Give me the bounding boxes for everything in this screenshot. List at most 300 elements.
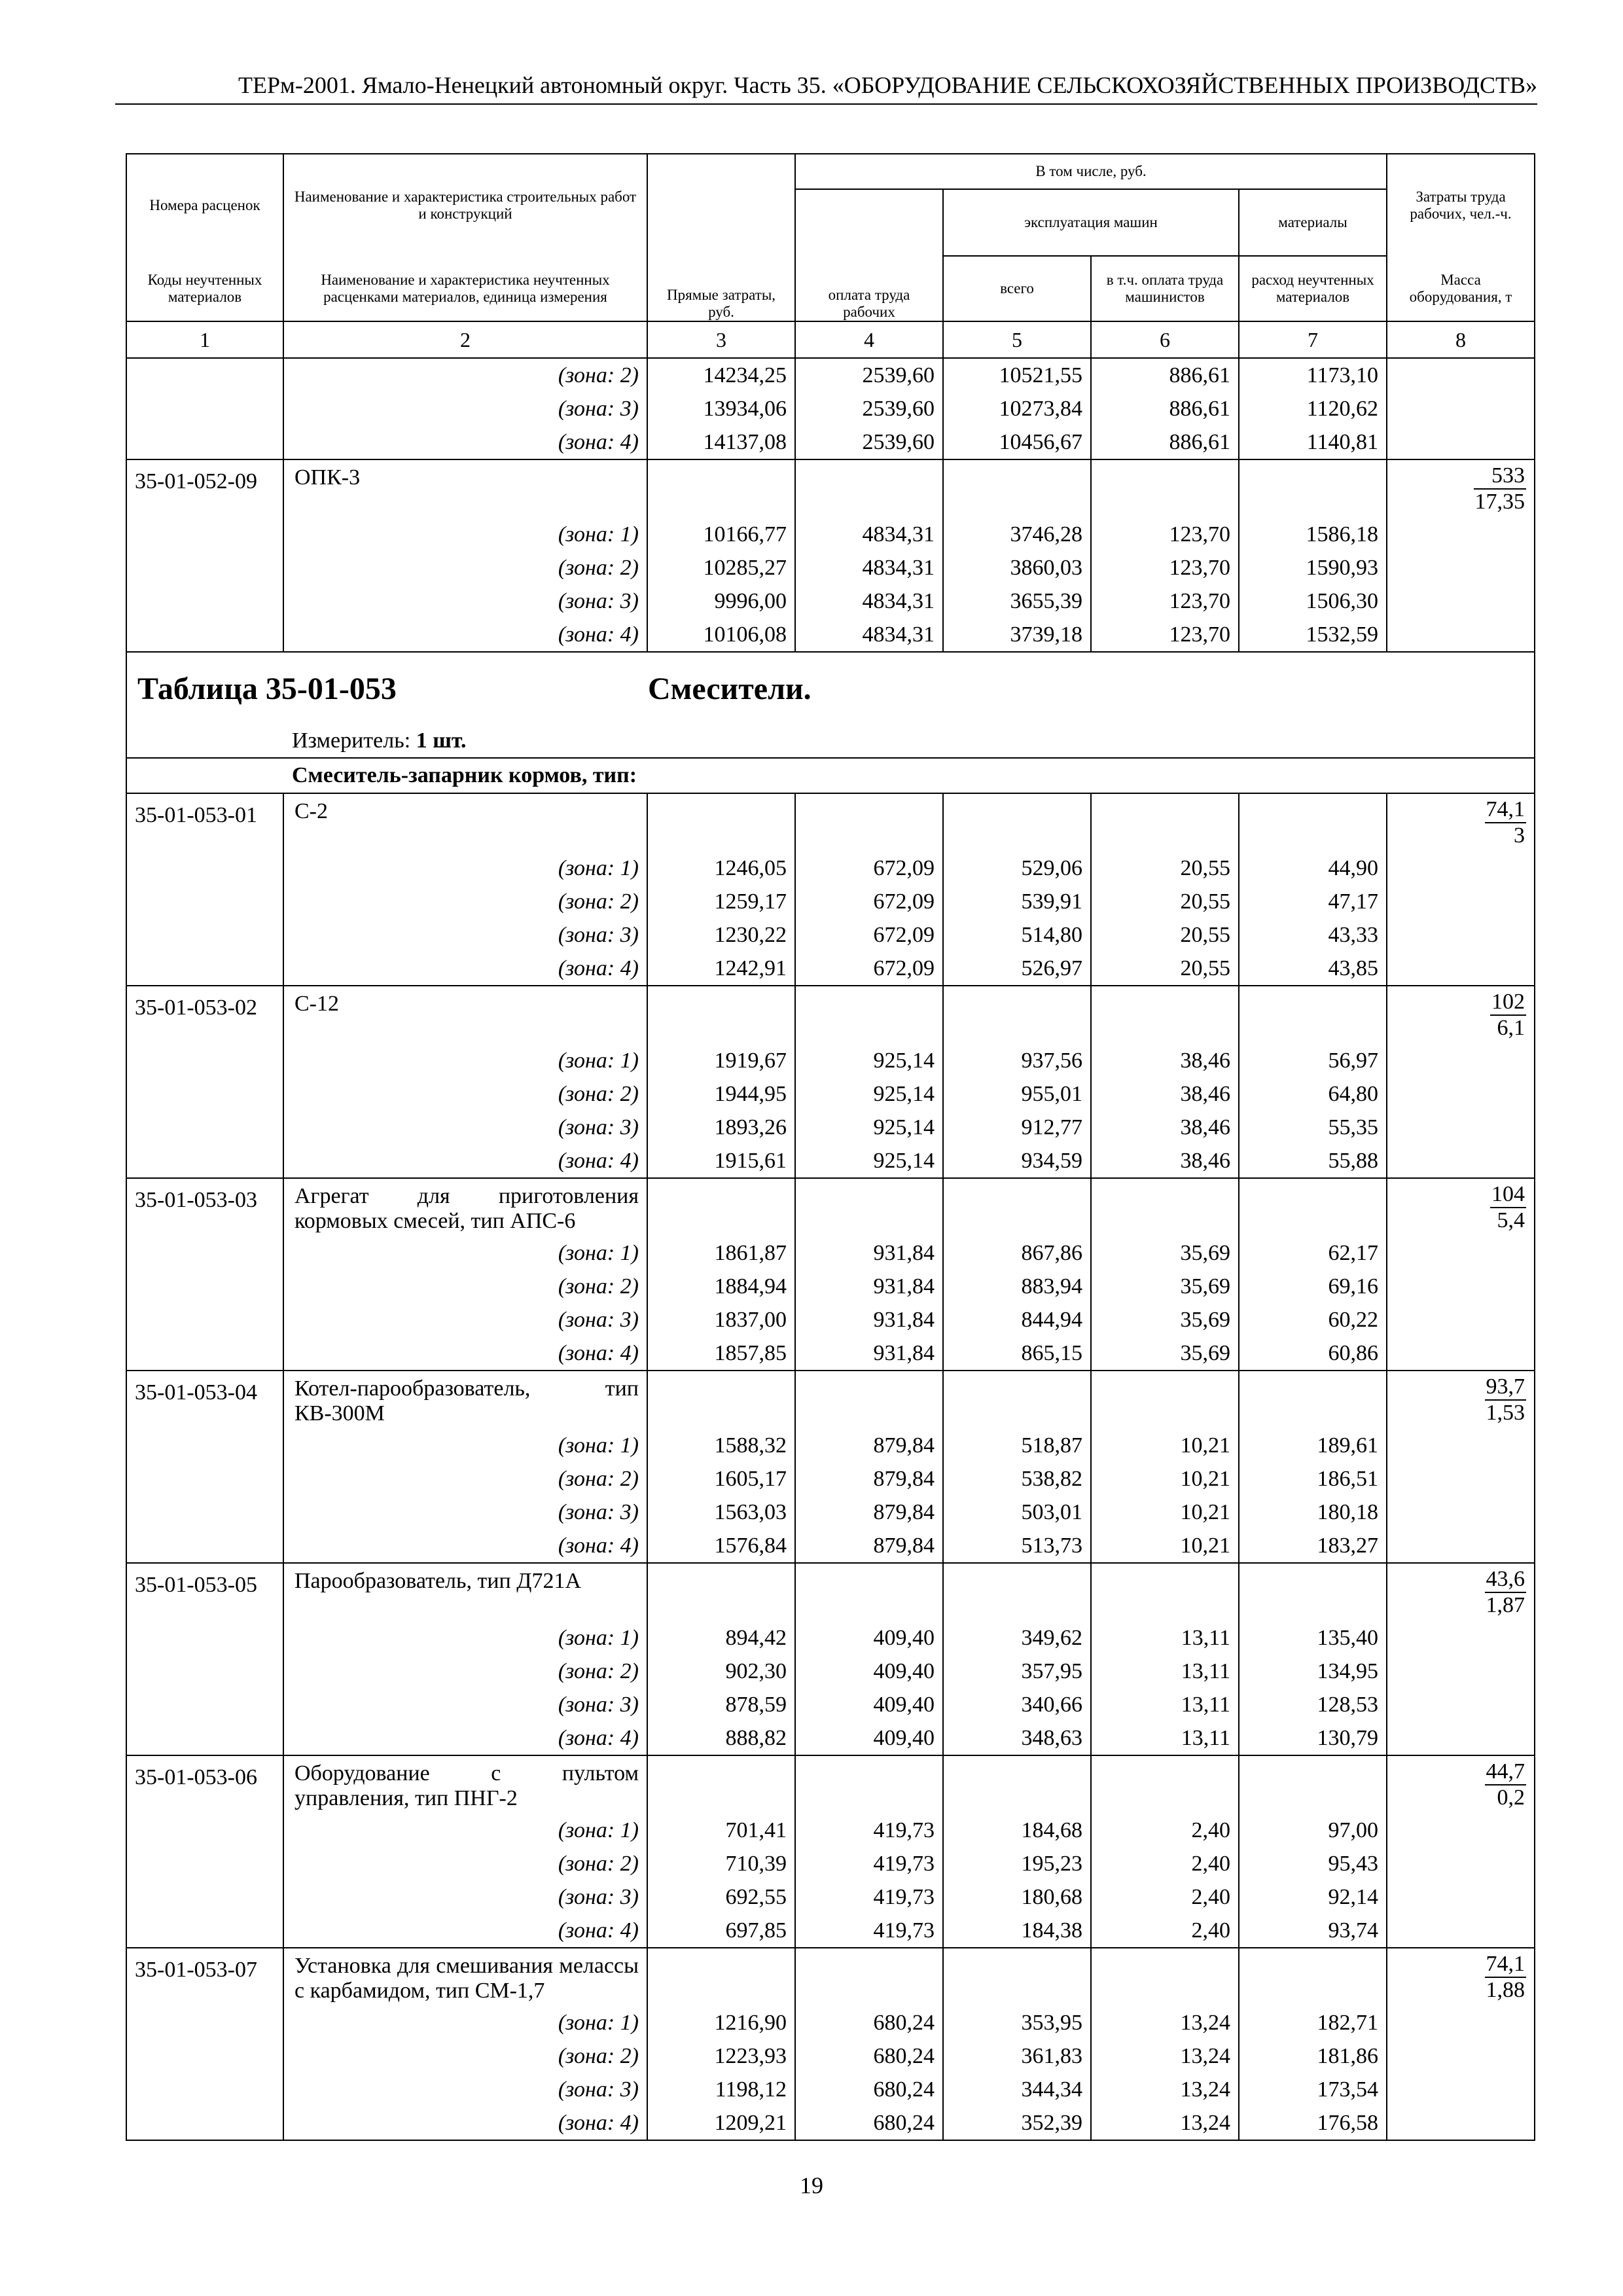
code-cell-empty xyxy=(126,1270,283,1303)
empty-cell xyxy=(795,793,943,852)
materials-cost: 180,18 xyxy=(1239,1496,1387,1529)
empty-cell xyxy=(1239,1948,1387,2006)
direct-cost: 14234,25 xyxy=(647,358,795,392)
unit-value: 1 шт. xyxy=(416,728,467,753)
empty-cell xyxy=(647,793,795,852)
zone-row xyxy=(126,1621,1535,1655)
item-code: 35-01-053-04 xyxy=(126,1371,283,1429)
table-title-cell xyxy=(126,652,1535,725)
labor-cost: 680,24 xyxy=(795,2039,943,2073)
machinist-labor-cost: 38,46 xyxy=(1091,1111,1239,1144)
zone-label: (зона: 1) xyxy=(283,2006,647,2039)
machine-cost: 912,77 xyxy=(943,1111,1091,1144)
empty-cell xyxy=(1091,986,1239,1044)
labor-cost: 4834,31 xyxy=(795,551,943,584)
column-number: 7 xyxy=(1239,321,1387,358)
equipment-mass: 1,53 xyxy=(1486,1401,1525,1425)
mass-cell-empty xyxy=(1387,1336,1535,1371)
mass-cell-empty xyxy=(1387,2039,1535,2073)
col2-bottom-header: Наименование и характеристика неучтенных расценками материалов, единица измерения xyxy=(283,256,647,321)
mass-cell-empty xyxy=(1387,1688,1535,1721)
materials-cost: 1590,93 xyxy=(1239,551,1387,584)
zone-label: (зона: 3) xyxy=(283,392,647,425)
materials-cost: 173,54 xyxy=(1239,2073,1387,2106)
zone-label: (зона: 3) xyxy=(283,1688,647,1721)
machinist-labor-cost: 10,21 xyxy=(1091,1529,1239,1563)
empty-cell xyxy=(795,1371,943,1429)
zone-label: (зона: 2) xyxy=(283,885,647,918)
empty-cell xyxy=(795,459,943,518)
mass-cell-empty xyxy=(1387,518,1535,551)
labor-cost: 409,40 xyxy=(795,1721,943,1755)
machinist-labor-cost: 13,11 xyxy=(1091,1721,1239,1755)
column-number: 4 xyxy=(795,321,943,358)
zone-row xyxy=(126,1429,1535,1462)
item-header-row xyxy=(126,1563,1535,1621)
machine-cost: 3739,18 xyxy=(943,618,1091,652)
code-cell-empty xyxy=(126,952,283,986)
direct-cost: 692,55 xyxy=(647,1880,795,1914)
empty-cell xyxy=(943,793,1091,852)
empty-cell xyxy=(647,1948,795,2006)
zone-label: (зона: 3) xyxy=(283,1303,647,1336)
machine-cost: 529,06 xyxy=(943,852,1091,885)
direct-cost: 1242,91 xyxy=(647,952,795,986)
direct-cost: 9996,00 xyxy=(647,584,795,618)
zone-row xyxy=(126,1111,1535,1144)
empty-cell xyxy=(795,986,943,1044)
item-name: С-12 xyxy=(283,986,647,1044)
item-name: Агрегат для приготовления кормовых смесей, тип АПС-6 xyxy=(283,1178,647,1236)
equipment-mass: 1,88 xyxy=(1486,1978,1525,2002)
zone-row xyxy=(126,2106,1535,2140)
materials-cost: 60,86 xyxy=(1239,1336,1387,1371)
zone-row xyxy=(126,918,1535,952)
direct-cost: 1246,05 xyxy=(647,852,795,885)
direct-cost: 1857,85 xyxy=(647,1336,795,1371)
equipment-mass: 3 xyxy=(1514,823,1525,848)
subheading-cell xyxy=(126,758,1535,793)
empty-cell xyxy=(795,1948,943,2006)
zone-label: (зона: 4) xyxy=(283,952,647,986)
machinist-labor-cost: 13,11 xyxy=(1091,1655,1239,1688)
zone-label: (зона: 1) xyxy=(283,1044,647,1077)
item-name: Парообразователь, тип Д721А xyxy=(283,1563,647,1621)
labor-cost: 879,84 xyxy=(795,1462,943,1496)
mass-fraction xyxy=(1485,1759,1527,1810)
labor-cost: 672,09 xyxy=(795,885,943,918)
machine-cost: 867,86 xyxy=(943,1236,1091,1270)
machine-cost: 3860,03 xyxy=(943,551,1091,584)
zone-row xyxy=(126,852,1535,885)
machinist-labor-cost: 123,70 xyxy=(1091,584,1239,618)
machine-cost: 184,38 xyxy=(943,1914,1091,1948)
empty-cell xyxy=(1091,1371,1239,1429)
zone-row xyxy=(126,1462,1535,1496)
item-code: 35-01-053-05 xyxy=(126,1563,283,1621)
item-code: 35-01-053-03 xyxy=(126,1178,283,1236)
zone-row xyxy=(126,618,1535,652)
materials-cost: 56,97 xyxy=(1239,1044,1387,1077)
subheading: Смеситель-запарник кормов, тип: xyxy=(292,763,637,787)
machine-cost: 195,23 xyxy=(943,1847,1091,1880)
materials-cost: 1532,59 xyxy=(1239,618,1387,652)
col2-top-header: Наименование и характеристика строительных работ и конструкций xyxy=(283,154,647,256)
empty-cell xyxy=(1239,1371,1387,1429)
mass-cell-empty xyxy=(1387,1914,1535,1948)
labor-cost: 2539,60 xyxy=(795,358,943,392)
mass-cell-empty xyxy=(1387,918,1535,952)
code-cell-empty xyxy=(126,1044,283,1077)
direct-cost: 1576,84 xyxy=(647,1529,795,1563)
zone-row xyxy=(126,518,1535,551)
zone-row xyxy=(126,952,1535,986)
materials-cost: 1506,30 xyxy=(1239,584,1387,618)
empty-cell xyxy=(1091,459,1239,518)
mass-cell-empty xyxy=(1387,885,1535,918)
mass-cell-empty xyxy=(1387,1655,1535,1688)
empty-cell xyxy=(1239,1563,1387,1621)
empty-cell xyxy=(647,986,795,1044)
empty-cell xyxy=(943,986,1091,1044)
mass-cell-empty xyxy=(1387,1621,1535,1655)
item-name: Установка для смешивания мелассы с карбамидом, тип СМ-1,7 xyxy=(283,1948,647,2006)
labor-cost: 680,24 xyxy=(795,2106,943,2140)
machine-cost: 513,73 xyxy=(943,1529,1091,1563)
zone-row xyxy=(126,1144,1535,1178)
unit-row xyxy=(126,725,1535,758)
direct-cost: 878,59 xyxy=(647,1688,795,1721)
labor-cost: 2539,60 xyxy=(795,392,943,425)
labor-cost: 931,84 xyxy=(795,1236,943,1270)
machine-cost: 539,91 xyxy=(943,885,1091,918)
direct-cost: 1223,93 xyxy=(647,2039,795,2073)
col1-top-header: Номера расценок xyxy=(126,154,283,256)
code-cell-empty xyxy=(126,2106,283,2140)
direct-cost: 1588,32 xyxy=(647,1429,795,1462)
labor-cost: 925,14 xyxy=(795,1044,943,1077)
item-code: 35-01-053-01 xyxy=(126,793,283,852)
labor-cost: 672,09 xyxy=(795,852,943,885)
equipment-mass: 1,87 xyxy=(1486,1593,1525,1617)
mass-cell-empty xyxy=(1387,1303,1535,1336)
machine-cost: 937,56 xyxy=(943,1044,1091,1077)
item-code: 35-01-053-07 xyxy=(126,1948,283,2006)
machinist-labor-cost: 123,70 xyxy=(1091,618,1239,652)
materials-cost: 128,53 xyxy=(1239,1688,1387,1721)
machinist-labor-cost: 886,61 xyxy=(1091,358,1239,392)
empty-cell xyxy=(943,1755,1091,1814)
machine-cost: 3655,39 xyxy=(943,584,1091,618)
empty-cell xyxy=(647,1371,795,1429)
machine-cost: 844,94 xyxy=(943,1303,1091,1336)
direct-cost: 1259,17 xyxy=(647,885,795,918)
mass-cell xyxy=(1387,1563,1535,1621)
empty-cell xyxy=(1239,793,1387,852)
empty-cell xyxy=(647,1178,795,1236)
materials-cost: 62,17 xyxy=(1239,1236,1387,1270)
zone-label: (зона: 3) xyxy=(283,1496,647,1529)
empty-cell xyxy=(1091,1948,1239,2006)
mass-cell-empty xyxy=(1387,2106,1535,2140)
machine-cost: 357,95 xyxy=(943,1655,1091,1688)
zone-row xyxy=(126,1336,1535,1371)
zone-label: (зона: 2) xyxy=(283,551,647,584)
materials-cost: 55,88 xyxy=(1239,1144,1387,1178)
zone-row xyxy=(126,1914,1535,1948)
zone-row xyxy=(126,425,1535,459)
mass-fraction xyxy=(1474,463,1527,514)
machinist-labor-cost: 123,70 xyxy=(1091,551,1239,584)
empty-cell xyxy=(1091,1563,1239,1621)
item-name: Оборудование с пультом управления, тип ПНГ-2 xyxy=(283,1755,647,1814)
col6-header: в т.ч. оплата труда машинистов xyxy=(1091,256,1239,321)
zone-label: (зона: 2) xyxy=(283,2039,647,2073)
machine-cost: 10456,67 xyxy=(943,425,1091,459)
mass-fraction xyxy=(1490,1182,1526,1233)
machine-cost: 3746,28 xyxy=(943,518,1091,551)
col3-header: Прямые затраты, руб. xyxy=(647,154,795,321)
item-header-row xyxy=(126,986,1535,1044)
mass-cell-empty xyxy=(1387,1814,1535,1847)
machinist-labor-cost: 35,69 xyxy=(1091,1270,1239,1303)
item-code: 35-01-053-06 xyxy=(126,1755,283,1814)
zone-label: (зона: 2) xyxy=(283,1462,647,1496)
materials-cost: 93,74 xyxy=(1239,1914,1387,1948)
column-number: 3 xyxy=(647,321,795,358)
zone-label: (зона: 4) xyxy=(283,1721,647,1755)
labor-hours: 43,6 xyxy=(1485,1567,1527,1593)
labor-hours: 44,7 xyxy=(1485,1759,1527,1785)
machinist-labor-cost: 20,55 xyxy=(1091,918,1239,952)
machine-cost: 503,01 xyxy=(943,1496,1091,1529)
direct-cost: 10285,27 xyxy=(647,551,795,584)
machinist-labor-cost: 886,61 xyxy=(1091,392,1239,425)
mass-fraction xyxy=(1485,1374,1527,1426)
labor-cost: 680,24 xyxy=(795,2073,943,2106)
column-number: 5 xyxy=(943,321,1091,358)
labor-cost: 931,84 xyxy=(795,1270,943,1303)
machinist-labor-cost: 13,24 xyxy=(1091,2106,1239,2140)
page-number: 19 xyxy=(800,2172,823,2198)
machine-cost: 353,95 xyxy=(943,2006,1091,2039)
code-cell-empty xyxy=(126,1721,283,1755)
machinist-labor-cost: 35,69 xyxy=(1091,1236,1239,1270)
code-cell-empty xyxy=(126,1914,283,1948)
table-name: Смесители. xyxy=(648,671,812,706)
mass-cell xyxy=(1387,1371,1535,1429)
materials-cost: 135,40 xyxy=(1239,1621,1387,1655)
code-cell-empty xyxy=(126,551,283,584)
machinist-labor-cost: 2,40 xyxy=(1091,1814,1239,1847)
mass-cell xyxy=(1387,1948,1535,2006)
zone-row xyxy=(126,358,1535,392)
mass-fraction xyxy=(1485,1952,1527,2003)
mass-cell-empty xyxy=(1387,1236,1535,1270)
empty-cell xyxy=(795,1755,943,1814)
code-cell-empty xyxy=(126,1462,283,1496)
mass-fraction xyxy=(1485,1567,1527,1618)
materials-cost: 1586,18 xyxy=(1239,518,1387,551)
code-cell-empty xyxy=(126,852,283,885)
code-cell-empty xyxy=(126,584,283,618)
mass-cell-empty xyxy=(1387,1880,1535,1914)
labor-cost: 409,40 xyxy=(795,1688,943,1721)
direct-cost: 10106,08 xyxy=(647,618,795,652)
mass-cell-empty xyxy=(1387,2073,1535,2106)
labor-cost: 419,73 xyxy=(795,1880,943,1914)
mass-cell-empty xyxy=(1387,425,1535,459)
labor-cost: 4834,31 xyxy=(795,518,943,551)
header-row-1 xyxy=(126,154,1535,189)
machine-cost: 10273,84 xyxy=(943,392,1091,425)
materials-cost: 44,90 xyxy=(1239,852,1387,885)
col1-bottom-header: Коды неучтенных материалов xyxy=(126,256,283,321)
direct-cost: 710,39 xyxy=(647,1847,795,1880)
mass-cell-empty xyxy=(1387,1496,1535,1529)
empty-cell xyxy=(1239,459,1387,518)
labor-hours: 74,1 xyxy=(1485,797,1527,823)
item-code: 35-01-053-02 xyxy=(126,986,283,1044)
machinist-labor-cost: 10,21 xyxy=(1091,1429,1239,1462)
mass-fraction xyxy=(1485,797,1527,848)
labor-cost: 931,84 xyxy=(795,1303,943,1336)
empty-cell xyxy=(1091,1178,1239,1236)
empty-cell xyxy=(795,1178,943,1236)
machinist-labor-cost: 38,46 xyxy=(1091,1077,1239,1111)
code-cell-empty xyxy=(126,1111,283,1144)
materials-cost: 64,80 xyxy=(1239,1077,1387,1111)
code-cell-empty xyxy=(126,1847,283,1880)
zone-row xyxy=(126,2006,1535,2039)
empty-cell xyxy=(1091,793,1239,852)
empty-cell xyxy=(647,1755,795,1814)
empty-cell xyxy=(943,1948,1091,2006)
labor-cost: 925,14 xyxy=(795,1144,943,1178)
code-cell-empty xyxy=(126,2006,283,2039)
price-table xyxy=(126,153,1535,2141)
zone-label: (зона: 3) xyxy=(283,918,647,952)
machinist-labor-cost: 13,24 xyxy=(1091,2006,1239,2039)
zone-label: (зона: 3) xyxy=(283,1880,647,1914)
subheading-row xyxy=(126,758,1535,793)
machine-cost: 352,39 xyxy=(943,2106,1091,2140)
mass-cell-empty xyxy=(1387,1847,1535,1880)
machinist-labor-cost: 20,55 xyxy=(1091,852,1239,885)
materials-cost: 183,27 xyxy=(1239,1529,1387,1563)
empty-cell xyxy=(943,459,1091,518)
zone-row xyxy=(126,1688,1535,1721)
zone-row xyxy=(126,1303,1535,1336)
zone-label: (зона: 3) xyxy=(283,2073,647,2106)
labor-cost: 2539,60 xyxy=(795,425,943,459)
running-header: ТЕРм-2001. Ямало-Ненецкий автономный округ. Часть 35. «ОБОРУДОВАНИЕ СЕЛЬСКОХОЗЯЙСТВЕННЫХ ПРОИЗВОДСТВ» xyxy=(238,72,1537,98)
zone-label: (зона: 1) xyxy=(283,1429,647,1462)
code-cell-empty xyxy=(126,1303,283,1336)
direct-cost: 1861,87 xyxy=(647,1236,795,1270)
machine-cost: 883,94 xyxy=(943,1270,1091,1303)
price-table-body xyxy=(126,154,1535,2140)
labor-cost: 4834,31 xyxy=(795,618,943,652)
col7-header: расход неучтенных материалов xyxy=(1239,256,1387,321)
labor-cost: 4834,31 xyxy=(795,584,943,618)
code-cell-empty xyxy=(126,1336,283,1371)
code-cell-empty xyxy=(126,392,283,425)
machinist-labor-cost: 38,46 xyxy=(1091,1044,1239,1077)
item-header-row xyxy=(126,1948,1535,2006)
machine-cost: 340,66 xyxy=(943,1688,1091,1721)
item-header-row xyxy=(126,1178,1535,1236)
code-cell-empty xyxy=(126,1496,283,1529)
empty-cell xyxy=(647,1563,795,1621)
zone-label: (зона: 2) xyxy=(283,1270,647,1303)
item-code: 35-01-052-09 xyxy=(126,459,283,518)
code-cell-empty xyxy=(126,1621,283,1655)
code-cell-empty xyxy=(126,1655,283,1688)
zone-row xyxy=(126,2039,1535,2073)
code-cell-empty xyxy=(126,358,283,392)
zone-label: (зона: 3) xyxy=(283,584,647,618)
labor-cost: 879,84 xyxy=(795,1429,943,1462)
empty-cell xyxy=(1239,986,1387,1044)
code-cell-empty xyxy=(126,1077,283,1111)
materials-cost: 92,14 xyxy=(1239,1880,1387,1914)
code-cell-empty xyxy=(126,518,283,551)
materials-cost: 189,61 xyxy=(1239,1429,1387,1462)
mass-cell-empty xyxy=(1387,1721,1535,1755)
unit-label: Измеритель: xyxy=(292,728,416,753)
item-header-row xyxy=(126,793,1535,852)
direct-cost: 1563,03 xyxy=(647,1496,795,1529)
machine-cost: 934,59 xyxy=(943,1144,1091,1178)
direct-cost: 10166,77 xyxy=(647,518,795,551)
zone-label: (зона: 4) xyxy=(283,1144,647,1178)
empty-cell xyxy=(1239,1178,1387,1236)
item-header-row xyxy=(126,1371,1535,1429)
labor-cost: 419,73 xyxy=(795,1814,943,1847)
labor-cost: 925,14 xyxy=(795,1111,943,1144)
labor-hours: 102 xyxy=(1490,990,1526,1016)
code-cell-empty xyxy=(126,1236,283,1270)
zone-row xyxy=(126,1270,1535,1303)
mass-cell xyxy=(1387,793,1535,852)
labor-cost: 879,84 xyxy=(795,1496,943,1529)
code-cell-empty xyxy=(126,885,283,918)
code-cell-empty xyxy=(126,1529,283,1563)
zone-label: (зона: 2) xyxy=(283,358,647,392)
empty-cell xyxy=(1239,1755,1387,1814)
materials-cost: 60,22 xyxy=(1239,1303,1387,1336)
materials-cost: 130,79 xyxy=(1239,1721,1387,1755)
machinist-labor-cost: 20,55 xyxy=(1091,952,1239,986)
machinist-labor-cost: 2,40 xyxy=(1091,1914,1239,1948)
zone-label: (зона: 2) xyxy=(283,1077,647,1111)
labor-cost: 409,40 xyxy=(795,1655,943,1688)
direct-cost: 1209,21 xyxy=(647,2106,795,2140)
mass-cell-empty xyxy=(1387,1462,1535,1496)
zone-label: (зона: 4) xyxy=(283,425,647,459)
materials-cost: 1140,81 xyxy=(1239,425,1387,459)
zone-row xyxy=(126,2073,1535,2106)
mass-cell-empty xyxy=(1387,392,1535,425)
machinist-labor-cost: 123,70 xyxy=(1091,518,1239,551)
zone-row xyxy=(126,1496,1535,1529)
machinist-labor-cost: 13,11 xyxy=(1091,1688,1239,1721)
mass-cell-empty xyxy=(1387,1144,1535,1178)
zone-row xyxy=(126,1655,1535,1688)
mass-cell-empty xyxy=(1387,584,1535,618)
machine-cost: 361,83 xyxy=(943,2039,1091,2073)
